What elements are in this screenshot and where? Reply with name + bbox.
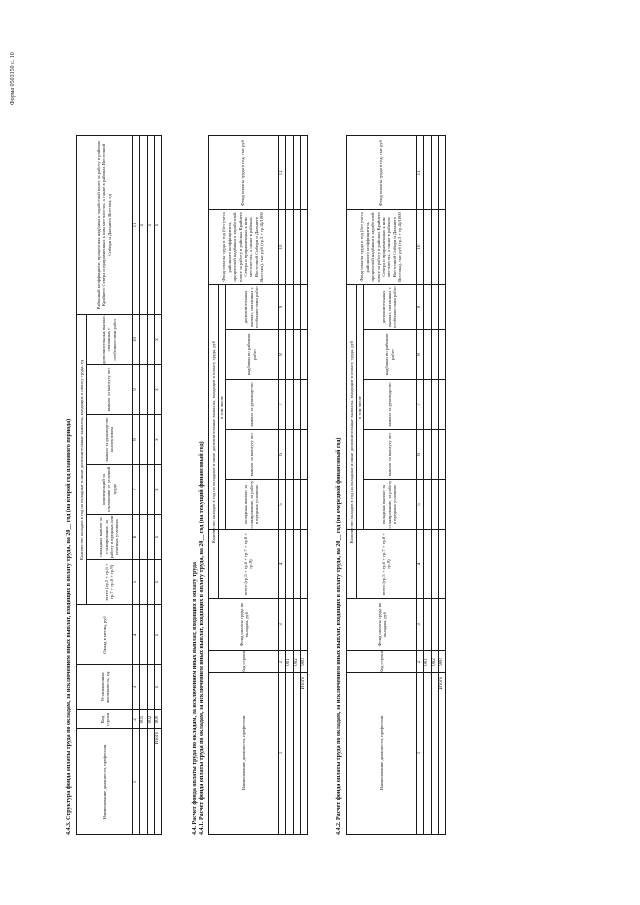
header-total: всего (гр.5 + гр.6 + гр.7 + гр.8 + гр.9) [103,563,114,601]
col-number: 3 [133,685,138,689]
cell-x: x [155,223,160,227]
col-number: 9 [133,388,138,391]
col-number: 3 [417,623,422,626]
header-incl: в том числе [219,396,225,419]
cell-x: x [155,438,160,441]
col-number: 10 [279,244,284,250]
col-number: 9 [417,305,422,309]
header-fund-salary: Фонд оплаты труда по окладам, руб [376,602,387,647]
cell-x: x [155,388,160,391]
header-position: Наименование должности, профессии [102,744,108,820]
header-group: Количество окладов в год на окладные и иные дополнительные выплаты, входящих в оплату труда, ед [78,359,84,561]
row-code: 001 [140,715,145,724]
col-number: 2 [279,660,284,664]
col-number: 7 [133,488,138,491]
header-group: Количество окладов в год на окладные и иные дополнительные выплаты, входящие в оплату труда, руб [210,340,216,544]
row-code: 002 [294,658,299,666]
header-c7: выплат за руководство [248,382,254,427]
col-number: 9 [279,305,284,309]
col-number: 4 [417,562,422,566]
col-number: 11 [417,170,422,176]
row-itog: Итого [439,676,444,690]
col-number: 2 [133,718,138,721]
col-number: 10 [133,337,138,342]
cell-x: x [155,633,160,637]
header-c11: Районный коэффициент, процентная надбавка к заработной плате за работу в районах Крайнего Севера и приравненных к ним местностях, а также в районах Восточной Сибири и Дальнего Востока, ед [95,140,112,310]
row-code: 001 [286,658,291,666]
header-c10: дополнительных выплат, связанных с особенностями работ [100,315,117,364]
form-number: Форма 0503150 с. 10 [10,52,16,105]
header-c8: надбавки по районам работ [246,333,257,376]
col-number: 8 [279,353,284,356]
row-itog: Итого [155,731,160,745]
row-code: 900 [301,658,306,666]
col-number: 4 [133,633,138,637]
cell-x: x [155,488,160,491]
section-443-title: 4.4.3. Структура фонда оплаты труда по окладам, за исключением иных выплат, входящих в оплату труда, на 20__ год (на второй год планового периода) [66,418,72,835]
section-441-title: 4.4.1. Расчет фонда оплаты труда по окладам, за исключением иных выплат, входящих в оплату труда, на 20__ год (на текущий финансовый год) [199,441,205,835]
col-number: 4 [279,562,284,566]
col-number: 6 [417,453,422,456]
header-c10: Фонд оплаты труда в год (без учета районного коэффициента, процентной надбавки к заработной плате за работу в районах Крайнего Севера и приравненных к ним местностях, а также в районах Восточной Сибири и Дальнего Востока), тыс руб (гр.3 + гр.4)/1000 [359,212,403,282]
col-number: 1 [279,751,284,755]
row-code: 002 [148,715,153,724]
header-code: Код строки [99,712,110,727]
col-number: 7 [417,403,422,406]
col-number: 7 [279,403,284,406]
cell-x: x [148,223,153,227]
header-c5: окладных выплат за стажирование, за работу в вредных условиях [243,480,260,529]
col-number: 8 [133,438,138,441]
col-number: 5 [279,503,284,506]
col-number: 5 [417,503,422,506]
header-c10: Фонд оплаты труда в год (без учета районного коэффициента, процентной надбавки к заработной плате за работу в районах Крайнего Севера и приравненных к ним местностях, а также в районах Восточной Сибири и Дальнего Востока), тыс руб (гр.3 + гр.4)/1000 [221,212,265,282]
header-staff: Установленная численность, ед. [99,670,110,704]
header-c8: надбавки по районам работ [384,333,395,376]
row-code: 900 [439,658,444,666]
row-code: 900 [155,715,160,724]
header-c7: компенсаций за отклонение от условий труда [100,466,117,513]
col-number: 8 [417,353,422,356]
header-salary: Оклад в месяц, руб [102,616,108,654]
col-number: 3 [279,623,284,626]
header-c6: выплат за выслугу лет [248,432,254,477]
col-number: 2 [417,660,422,664]
header-c11: Фонд оплаты труда в год, тыс руб [378,140,384,206]
header-c6: выплат за выслугу лет [386,432,392,477]
cell-x: x [155,338,160,341]
row-itog: Итого [301,676,306,690]
header-position: Наименование должности, профессии [379,715,385,791]
cell-x: x [155,580,160,584]
header-incl: в том числе [357,396,363,419]
header-position: Наименование должности, профессии [241,715,247,791]
col-number: 11 [133,222,138,228]
col-number: 6 [133,535,138,539]
col-number: 1 [417,751,422,755]
header-c6: окладных выплат за стажирование, за работу в вредных или опасных условиях [98,515,120,559]
header-group: Количество окладов в год на окладные и иные дополнительные выплаты, входящие в оплату труда, руб [348,340,354,544]
header-total: всего (гр.5 + гр.6 + гр.7 + гр.8 + гр.9) [380,533,391,595]
header-c9: дополнительных выплат, связанных с особенностями работ [381,286,398,328]
col-number: 5 [133,580,138,584]
header-fund-salary: Фонд оплаты труда по окладам, руб [238,602,249,647]
section-442-title: 4.4.2. Расчет фонда оплаты труда по окладам, за исключением иных выплат, входящих в оплату труда, на 20__ год (на очередной финансовый год) [336,437,342,835]
header-code: Код строки [241,651,247,673]
row-code: 002 [432,658,437,666]
col-number: 1 [133,780,138,784]
header-c7: выплат за руководство [386,382,392,427]
header-c9: дополнительных выплат, связанных с особенностями работ [243,286,260,328]
row-code: 001 [424,658,429,666]
col-number: 10 [417,244,422,250]
header-c5: окладных выплат за стажирование, за работу в вредных условиях [381,480,398,529]
cell-x: x [140,223,145,227]
header-code: Код строки [379,651,385,673]
col-number: 11 [279,170,284,176]
header-c8: выплат за руководство коллективом [103,417,114,462]
header-c9: выплат за выслугу лет [106,367,112,412]
col-number: 6 [279,453,284,456]
cell-x: x [155,535,160,539]
section-44-title: 4.4. Расчет фонда оплаты труда по окладам, за исключением иных выплат, входящих в оплату труда [192,562,198,835]
header-c11: Фонд оплаты труда в год, тыс руб [240,140,246,206]
cell-x: x [155,685,160,689]
header-total: всего (гр.5 + гр.6 + гр.7 + гр.8 + гр.9) [242,533,253,595]
